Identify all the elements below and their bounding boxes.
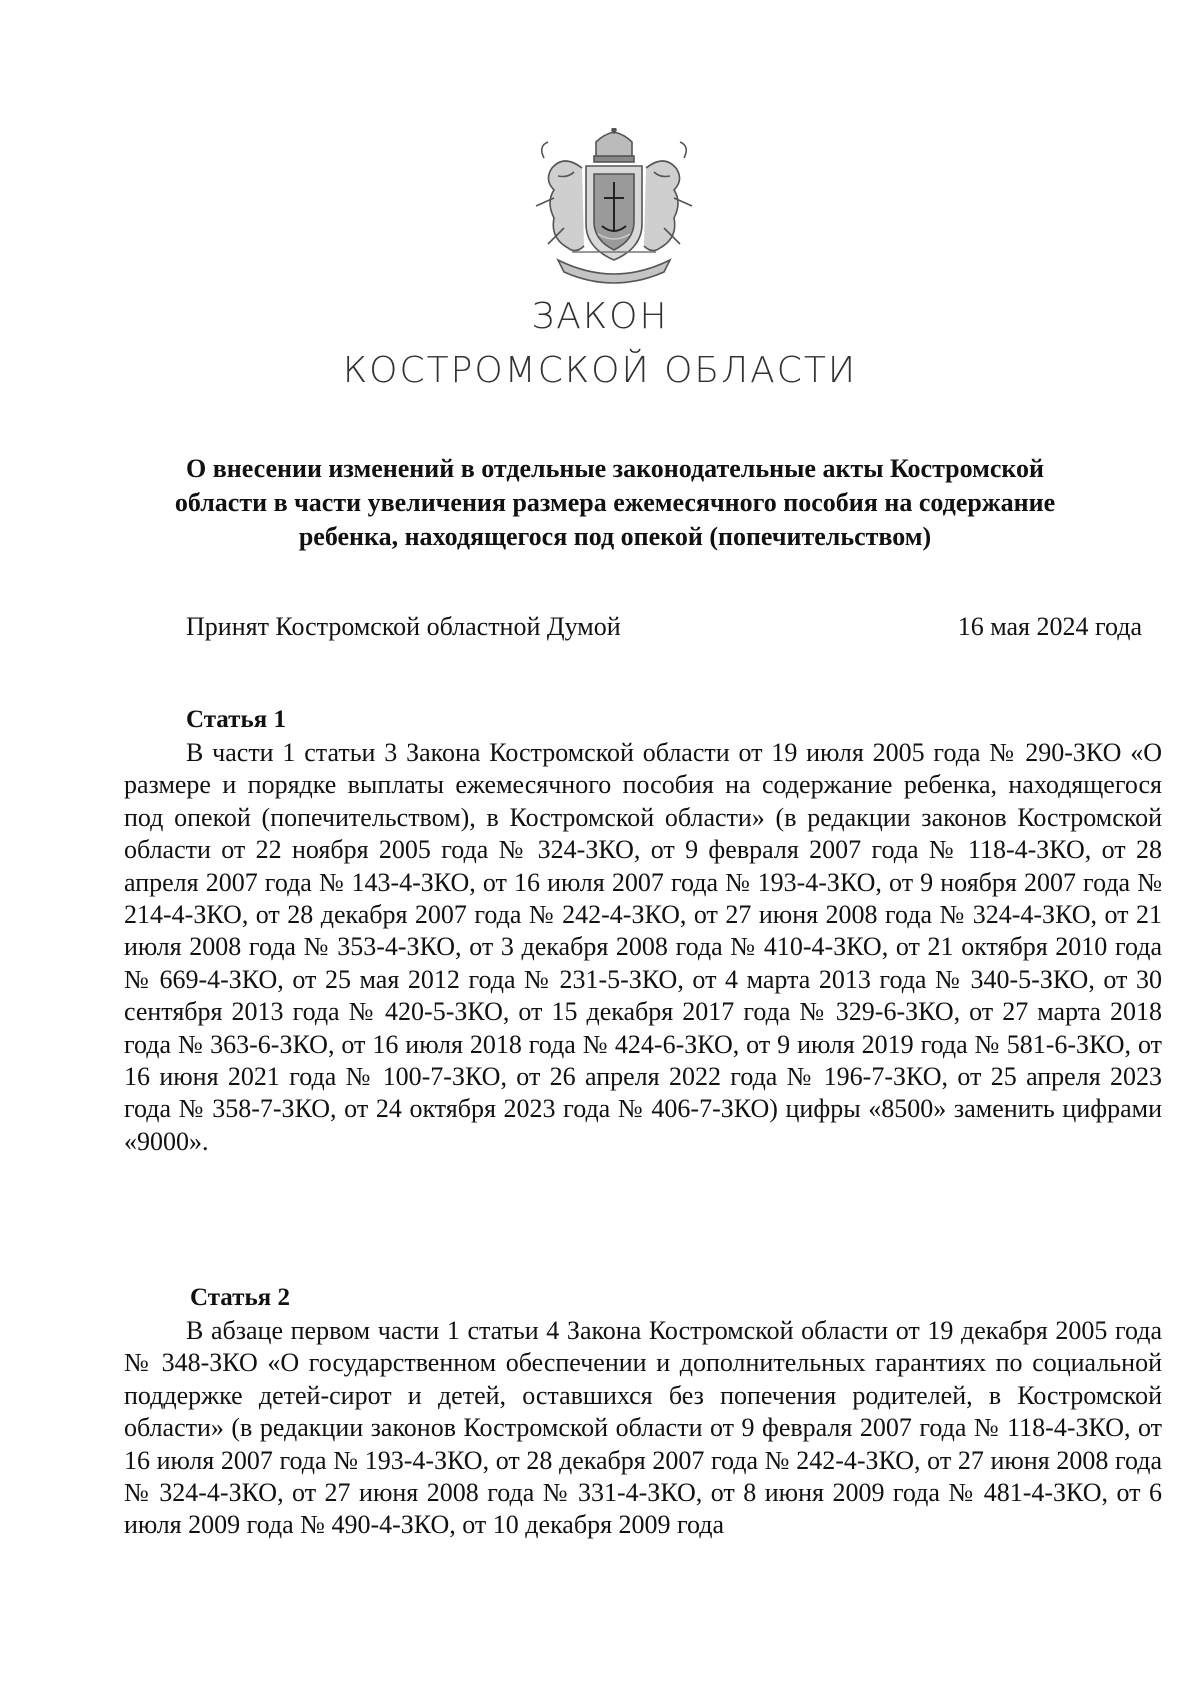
adopted-by: Принят Костромской областной Думой bbox=[186, 612, 621, 641]
adopted-date: 16 мая 2024 года bbox=[957, 612, 1142, 641]
article-1-title: Статья 1 bbox=[186, 706, 286, 733]
coat-of-arms-icon bbox=[524, 128, 704, 286]
law-type-title: ЗАКОН bbox=[531, 296, 669, 337]
article-1-text: В части 1 статьи 3 Закона Костромской области от 19 июля 2005 года № 290-ЗКО «О размере и порядке выплаты ежемесячного пособия на содержание ребенка, находящегося под опекой (попечительством), в Костромской области» (в редакции законов Костромской области от 22 ноября 2005 года № 324-ЗКО, от 9 февраля 2007 года № 118-4-ЗКО, от 28 апреля 2007 года № 143-4-ЗКО, от 16 июля 2007 года № 193-4-ЗКО, от 9 ноября 2007 года № 214-4-ЗКО, от 28 декабря 2007 года № 242-4-ЗКО, от 27 июня 2008 года № 324-4-ЗКО, от 21 июля 2008 года № 353-4-ЗКО, от 3 декабря 2008 года № 410-4-ЗКО, от 21 октября 2010 года № 669-4-ЗКО, от 25 мая 2012 года № 231-5-ЗКО, от 4 марта 2013 года № 340-5-ЗКО, от 30 сентября 2013 года № 420-5-ЗКО, от 15 декабря 2017 года № 329-6-ЗКО, от 27 марта 2018 года № 363-6-ЗКО, от 16 июля 2018 года № 424-6-ЗКО, от 9 июля 2019 года № 581-6-ЗКО, от 16 июня 2021 года № 100-7-ЗКО, от 26 апреля 2022 года № 196-7-ЗКО, от 25 апреля 2023 года № 358-7-ЗКО, от 24 октября 2023 года № 406-7-ЗКО) цифры «8500» заменить цифрами «9000». bbox=[124, 738, 1162, 1156]
article-2-text: В абзаце первом части 1 статьи 4 Закона Костромской области от 19 декабря 2005 года № 348-ЗКО «О государственном обеспечении и дополнительных гарантиях по социальной поддержке детей-сирот и детей, оставшихся без попечения родителей, в Костромской области» (в редакции законов Костромской области от 9 февраля 2007 года № 118-4-ЗКО, от 16 июля 2007 года № 193-4-ЗКО, от 28 декабря 2007 года № 242-4-ЗКО, от 27 июня 2008 года № 324-4-ЗКО, от 27 июня 2008 года № 331-4-ЗКО, от 8 июня 2009 года № 481-4-ЗКО, от 6 июля 2009 года № 490-4-ЗКО, от 10 декабря 2009 года bbox=[124, 1316, 1162, 1540]
law-region-title: КОСТРОМСКОЙ ОБЛАСТИ bbox=[342, 350, 858, 391]
article-2-title: Статья 2 bbox=[190, 1284, 290, 1311]
law-heading: О внесении изменений в отдельные законодательные акты Костромской области в части увеличения размера ежемесячного пособия на содержание ребенка, находящегося под опекой (попечительством) bbox=[174, 454, 1056, 551]
